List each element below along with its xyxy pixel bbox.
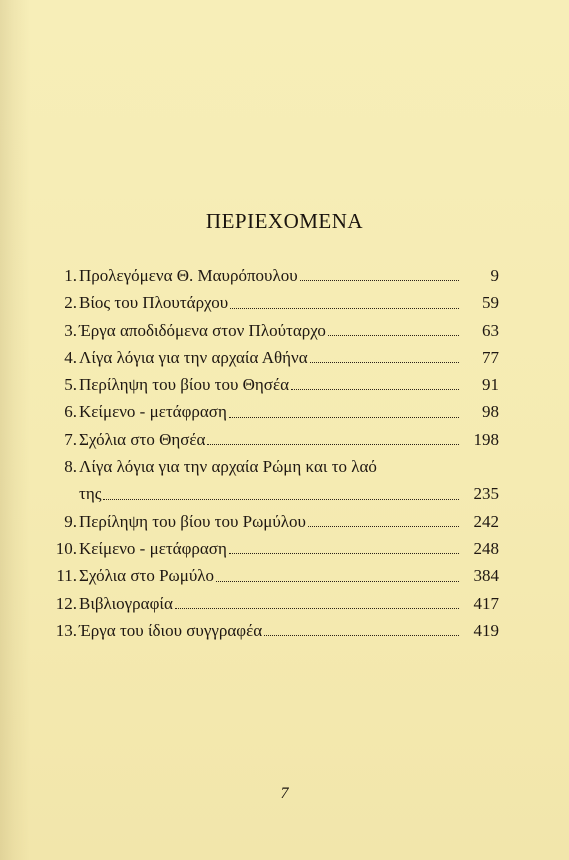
toc-entry-page: 91: [482, 375, 499, 395]
dot-leader: [175, 608, 459, 609]
toc-entry-page: 98: [482, 402, 499, 422]
toc-entry-number: 12.: [55, 593, 77, 613]
toc-entry-number: 2.: [64, 293, 77, 313]
toc-entry: [48, 262, 503, 289]
toc-entry-title: Κείμενο - μετάφραση: [79, 538, 227, 558]
dot-leader: [230, 308, 459, 309]
toc-entry-number: 10.: [55, 538, 77, 558]
toc-entry-page: 63: [482, 320, 499, 340]
toc-entry-title: Σχόλια στο Ρωμύλο: [79, 566, 214, 586]
page-number: 7: [280, 785, 289, 802]
toc-entry-number: 1.: [64, 266, 77, 285]
dot-leader: [328, 335, 459, 336]
toc-entry-title: της: [79, 484, 102, 504]
toc-entry: [48, 535, 503, 562]
toc-entry: [48, 480, 503, 507]
toc-entry-number: 3.: [64, 320, 77, 340]
toc-entry-number: 4.: [64, 347, 77, 367]
toc-entry: [48, 590, 503, 617]
dot-leader: [264, 635, 459, 636]
toc-entry-number: 11.: [56, 566, 77, 586]
toc-entry-title: Προλεγόμενα Θ. Μαυρόπουλου: [79, 266, 298, 285]
toc-entry-number: 6.: [64, 402, 77, 422]
page-title: ΠΕΡΙΕΧΟΜΕΝΑ: [205, 209, 364, 233]
toc-entry-title: Βιβλιογραφία: [79, 593, 173, 613]
toc-entry: [48, 562, 503, 589]
toc-entry-page: 59: [482, 293, 499, 313]
toc-entry-page: 248: [473, 538, 499, 558]
toc-entry-page: 417: [473, 593, 499, 613]
toc-entry: [48, 289, 503, 316]
dot-leader: [207, 444, 459, 445]
toc-entry: [48, 398, 503, 425]
dot-leader: [291, 389, 459, 390]
toc-entry-title: Βίος του Πλουτάρχου: [79, 293, 229, 313]
toc-entry-number: 5.: [64, 375, 77, 395]
toc-entry-page: 419: [473, 620, 499, 640]
toc-entry-title: Λίγα λόγια για την αρχαία Ρώμη και το λαό: [79, 457, 377, 477]
toc-entry-number: 7.: [64, 429, 77, 449]
toc-entry-page: 77: [482, 347, 499, 367]
toc-entry-title: Έργα αποδιδόμενα στον Πλούταρχο: [79, 320, 326, 340]
dot-leader: [103, 499, 459, 500]
toc-entry-page: 9: [490, 266, 499, 285]
toc-entry-title: Κείμενο - μετάφραση: [79, 402, 227, 422]
toc-entry-title: Σχόλια στο Θησέα: [79, 429, 206, 449]
dot-leader: [308, 526, 459, 527]
toc-entry-page: 242: [473, 511, 499, 531]
toc-entry-number: 13.: [55, 620, 77, 640]
toc-entry: [48, 344, 503, 371]
toc-entry-title: Περίληψη του βίου του Ρωμύλου: [79, 511, 306, 531]
dot-leader: [229, 553, 459, 554]
toc-entry: [48, 617, 503, 644]
toc-entry-page: 384: [473, 566, 499, 586]
dot-leader: [216, 581, 459, 582]
toc-entry: [48, 371, 503, 398]
dot-leader: [310, 362, 459, 363]
toc-entry-number: 9.: [64, 511, 77, 531]
dot-leader: [300, 280, 459, 281]
toc-entry: [48, 317, 503, 344]
table-of-contents: [48, 262, 503, 644]
toc-entry-title: Περίληψη του βίου του Θησέα: [79, 375, 290, 395]
toc-entry-number: 8.: [64, 457, 77, 477]
toc-entry-page: 235: [473, 484, 499, 504]
toc-entry: [48, 453, 503, 480]
toc-entry-title: Λίγα λόγια για την αρχαία Αθήνα: [79, 347, 308, 367]
toc-entry-title: Έργα του ίδιου συγγραφέα: [79, 620, 263, 640]
toc-entry-page: 198: [473, 429, 499, 449]
dot-leader: [229, 417, 459, 418]
toc-entry: [48, 426, 503, 453]
toc-entry: [48, 508, 503, 535]
